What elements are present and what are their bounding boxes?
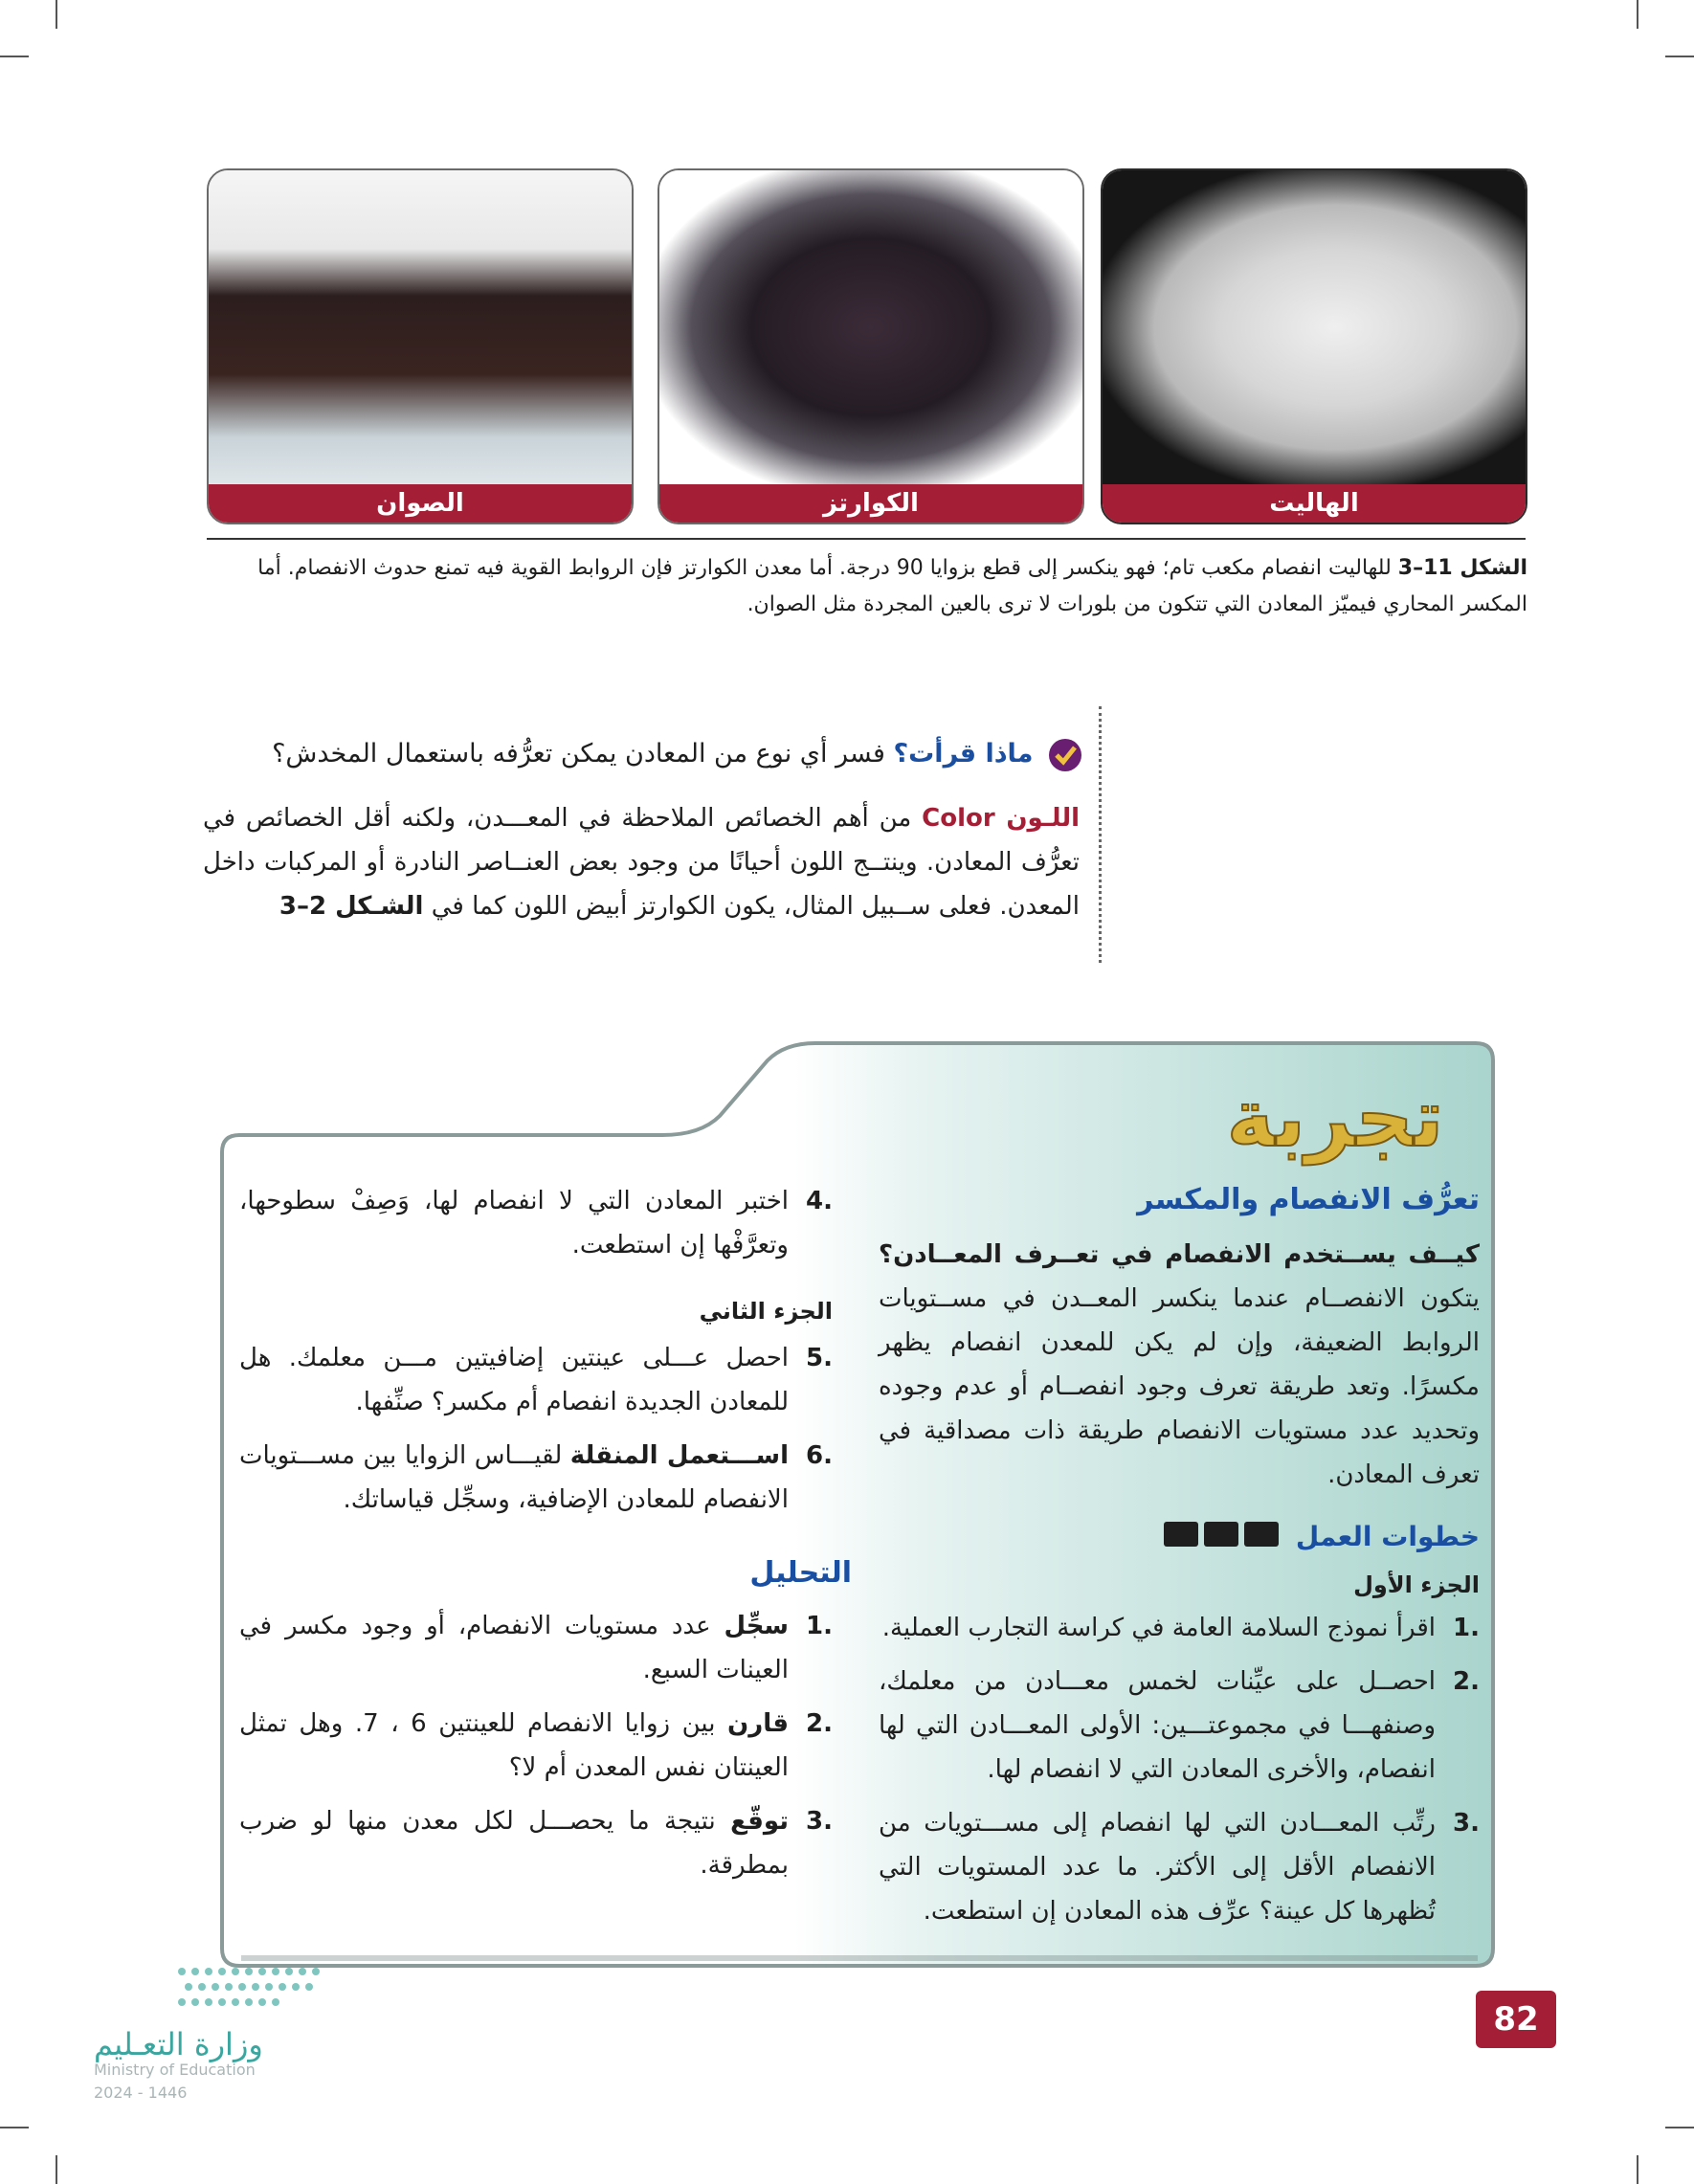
hand-wash-icon xyxy=(1164,1522,1198,1547)
figure-reference: الشـكل 2–3 xyxy=(279,892,424,921)
crop-mark xyxy=(56,0,57,29)
part1-steps xyxy=(879,1606,1480,1943)
crop-mark xyxy=(1665,56,1694,57)
goggles-icon xyxy=(1244,1522,1279,1547)
step-bold: سجِّل xyxy=(724,1612,789,1640)
crop-mark xyxy=(0,56,29,57)
reading-check-label: ماذا قرأت؟ xyxy=(893,739,1034,769)
page-number: 82 xyxy=(1476,1991,1556,2048)
list-item xyxy=(879,1801,1480,1933)
step-text: عدد مستويات الانفصام، أو وجود مكسر في العينات السبع. xyxy=(239,1612,789,1684)
quartz-photo xyxy=(658,168,1084,524)
lab-subtitle: تعرُّف الانفصام والمكسر xyxy=(1137,1183,1480,1216)
crop-mark xyxy=(56,2155,57,2184)
quartz-label: الكوارتز xyxy=(659,484,1082,523)
procedure-heading-text: خطوات العمل xyxy=(1295,1521,1480,1552)
crop-mark xyxy=(1637,0,1638,29)
quartz-image xyxy=(659,170,1082,484)
flint-photo xyxy=(207,168,634,524)
step-number: .3 xyxy=(806,1807,833,1836)
check-icon xyxy=(1047,737,1083,773)
step-text: اختبر المعادن التي لا انفصام لها، وَصِفْ سطوحها، وتعرَّفْها إن استطعت. xyxy=(239,1187,789,1259)
ministry-name-english: Ministry of Education xyxy=(94,2061,256,2079)
reading-check-question: فسر أي نوع من المعادن يمكن تعرُّفه باستعمال المخدش؟ xyxy=(272,739,894,769)
flint-label: الصوان xyxy=(209,484,632,523)
color-text: من أهم الخصائص الملاحظة في المعـــدن، ولكنه أقل الخصائص في تعرُّف المعادن. وينتــج اللون أحيانًا من وجود بعض العنــاصر النادرة أو المركبات داخل المعدن. فعلى ســبيل المثال، يكون الكوارتز أبيض اللون كما في xyxy=(203,804,1080,921)
step-number: .1 xyxy=(806,1612,833,1640)
reading-check xyxy=(203,735,1083,773)
list-item xyxy=(239,1604,833,1692)
step-number: .5 xyxy=(806,1344,833,1372)
list-item xyxy=(239,1179,833,1267)
list-item xyxy=(879,1660,1480,1792)
step-text: لقيـــاس الزوايا بين مســـتويات الانفصام للمعادن الإضافية، وسجِّل قياساتك. xyxy=(239,1441,789,1514)
lab-intro-text: يتكون الانفصــام عندما ينكسر المعــدن في مســتويات الروابط الضعيفة، وإن لم يكن للمعدن انفصام يظهر مكسرًا. وتعد طريقة تعرف وجود انفصــام أو عدم وجوده وتحديد عدد مستويات الانفصام طريقة ذات مصداقية في تعرف المعادن. xyxy=(879,1284,1480,1489)
crop-mark xyxy=(1637,2155,1638,2184)
part2-title: الجزء الثاني xyxy=(699,1298,833,1325)
step-text: بين زوايا الانفصام للعينتين 6 ، 7. وهل تمثل العينتان نفس المعدن أم لا؟ xyxy=(239,1709,789,1782)
safety-icons xyxy=(1158,1517,1279,1559)
left-column-steps xyxy=(239,1179,833,1277)
step-bold: توقّع xyxy=(730,1807,789,1836)
dotted-divider xyxy=(1099,706,1102,963)
lab-intro xyxy=(879,1233,1480,1497)
halite-label: الهاليت xyxy=(1103,484,1526,523)
step-bold: قارن xyxy=(727,1709,789,1738)
figure-rule xyxy=(207,538,1526,540)
step-text: اقرأ نموذج السلامة العامة في كراسة التجارب العملية. xyxy=(881,1614,1436,1642)
figure-caption-label: الشكل 11–3 xyxy=(1397,556,1527,580)
list-item xyxy=(239,1434,833,1522)
ministry-name-arabic: وزارة التعـليم xyxy=(94,2026,263,2062)
step-number: .4 xyxy=(806,1187,833,1215)
step-number: .2 xyxy=(1453,1667,1480,1696)
flint-image xyxy=(209,170,632,484)
step-text: احصــل على عيِّنات لخمس معـــادن من معلمك، وصنفهـــا في مجموعتـــين: الأولى المعـــادن التي لها انفصام، والأخرى المعادن التي لا انفصام لها. xyxy=(879,1667,1436,1784)
gloves-icon xyxy=(1204,1522,1238,1547)
halite-image xyxy=(1103,170,1526,484)
halite-photo xyxy=(1101,168,1527,524)
edition-year: 2024 - 1446 xyxy=(94,2084,188,2102)
list-item xyxy=(239,1336,833,1424)
procedure-heading xyxy=(1072,1516,1480,1559)
step-number: .1 xyxy=(1453,1614,1480,1642)
step-text: نتيجة ما يحصـــل لكل معدن منها لو ضرب بمطرقة. xyxy=(239,1807,789,1880)
step-number: .2 xyxy=(806,1709,833,1738)
lab-intro-question: كيــف يســتخدم الانفصام في تعــرف المعــادن؟ xyxy=(879,1240,1480,1269)
crop-mark xyxy=(0,2127,29,2128)
figure-caption-text: للهاليت انفصام مكعب تام؛ فهو ينكسر إلى قطع بزوايا 90 درجة. أما معدن الكوارتز فإن الروابط القوية فيه تمنع حدوث الانفصام. أما المكسر المحاري فيميّز المعادن التي تتكون من بلورات لا ترى بالعين المجردة مثل الصوان. xyxy=(257,556,1527,616)
analysis-title: التحليل xyxy=(749,1556,852,1590)
crop-mark xyxy=(1665,2127,1694,2128)
step-bold: اســـتعمل المنقلة xyxy=(569,1441,789,1470)
figure-caption xyxy=(207,550,1527,623)
color-term: اللـون Color xyxy=(922,804,1080,833)
part1-title: الجزء الأول xyxy=(1353,1571,1480,1598)
ministry-logo-dots xyxy=(172,1952,335,2019)
lab-title: تجربة xyxy=(1226,1071,1444,1165)
color-paragraph xyxy=(203,796,1080,928)
analysis-steps xyxy=(239,1604,833,1897)
list-item xyxy=(879,1606,1480,1650)
step-text: رتِّب المعـــادن التي لها انفصام إلى مســـتويات من الانفصام الأقل إلى الأكثر. ما عدد المستويات التي تُظهرها كل عينة؟ عرِّف هذه المعادن إن استطعت. xyxy=(879,1809,1436,1926)
step-number: .3 xyxy=(1453,1809,1480,1838)
step-text: احصل عـــلى عينتين إضافيتين مـــن معلمك. هل للمعادن الجديدة انفصام أم مكسر؟ صنِّفها. xyxy=(239,1344,789,1416)
list-item xyxy=(239,1799,833,1887)
part2-steps xyxy=(239,1336,833,1531)
step-number: .6 xyxy=(806,1441,833,1470)
list-item xyxy=(239,1702,833,1790)
